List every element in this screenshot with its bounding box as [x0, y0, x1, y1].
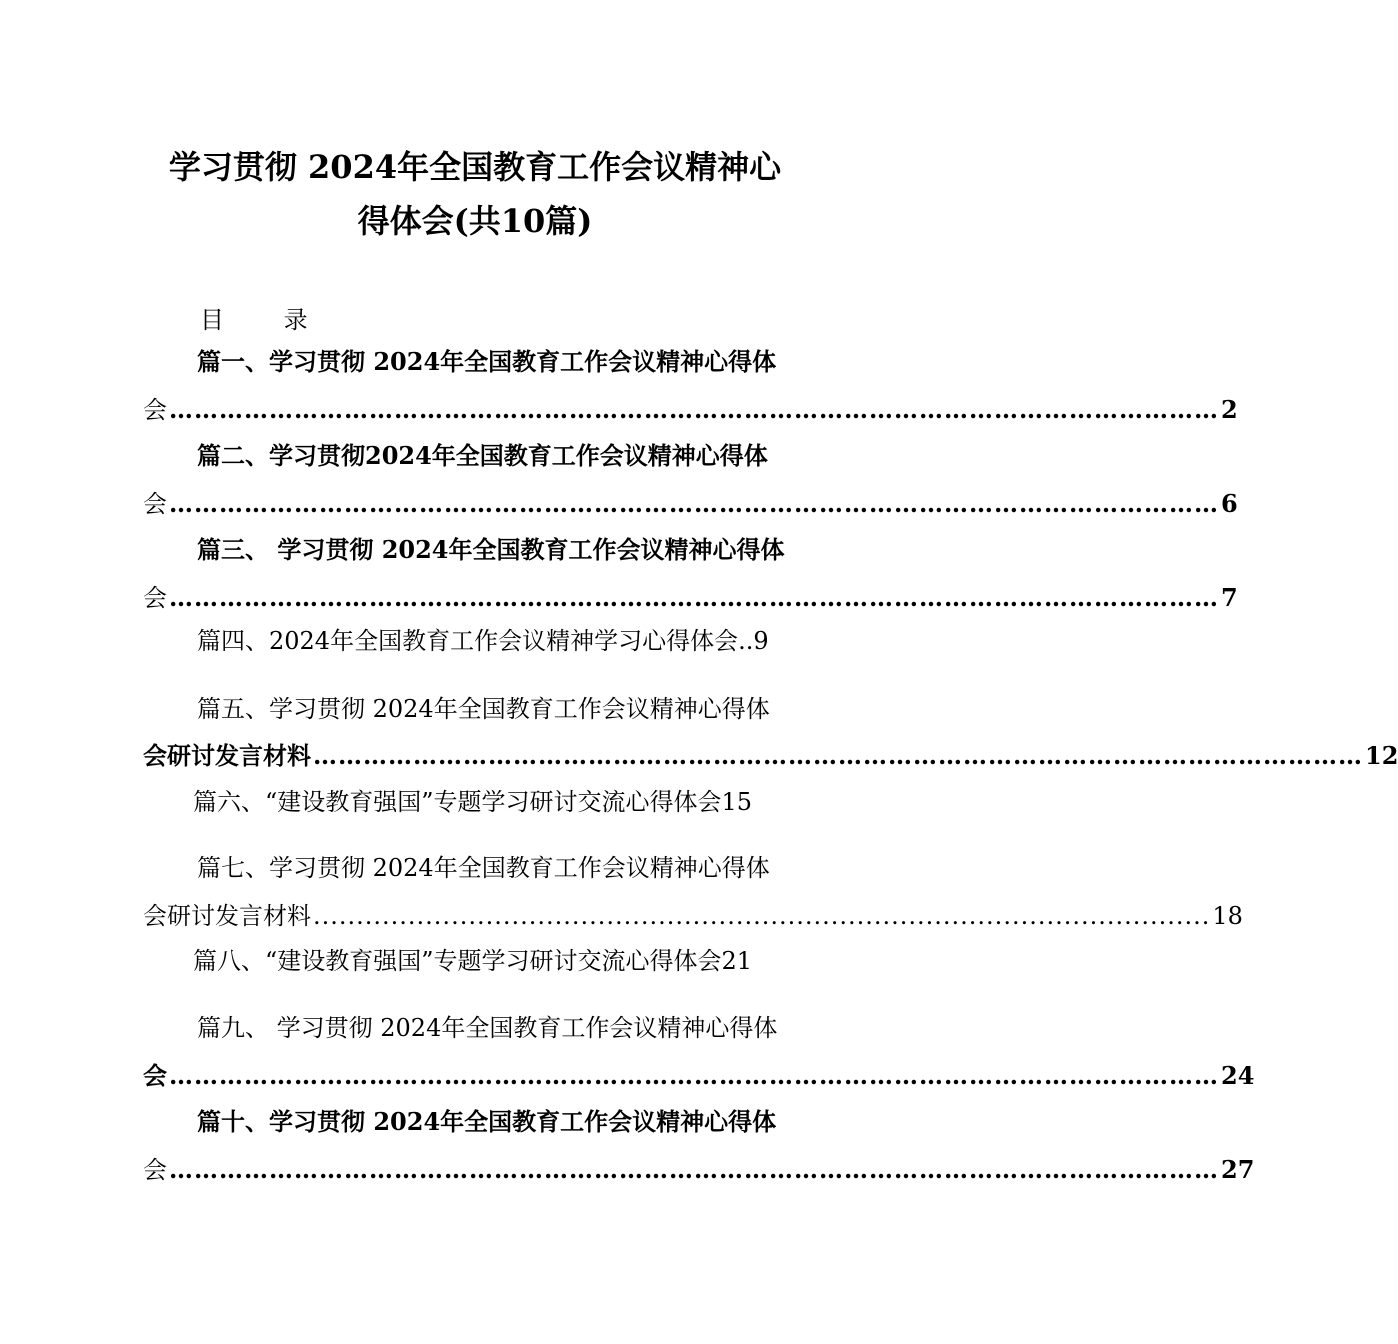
toc-entry-2-line2[interactable] — [143, 488, 1238, 520]
toc-entry-2-continuation: 会 — [143, 490, 167, 518]
toc-entry-1-line2[interactable] — [143, 394, 1238, 426]
toc-entry-5-line1[interactable]: 篇五、学习贯彻 2024年全国教育工作会议精神心得体 — [197, 695, 770, 723]
toc-entry-10-page: 27 — [1221, 1155, 1255, 1184]
toc-entry-10-line2[interactable] — [143, 1154, 1255, 1186]
toc-entry-7-page: 18 — [1212, 902, 1243, 930]
toc-entry-7-line1[interactable]: 篇七、学习贯彻 2024年全国教育工作会议精神心得体 — [197, 854, 770, 882]
toc-entry-3-page: 7 — [1221, 583, 1238, 612]
toc-entry-9-continuation: 会 — [143, 1061, 167, 1090]
toc-leader-dots: ……………………………………………………………………………………………………………… — [169, 489, 1219, 518]
toc-entry-3-line2[interactable] — [143, 582, 1238, 614]
toc-leader-dots: ……………………………………………………………………………………………………………… — [169, 1061, 1219, 1090]
toc-entry-2-page: 6 — [1221, 489, 1238, 518]
toc-entry-6[interactable]: 篇六、“建设教育强国”专题学习研讨交流心得体会15 — [193, 788, 753, 816]
toc-entry-1-page: 2 — [1221, 395, 1238, 424]
toc-entry-2-line1[interactable]: 篇二、学习贯彻2024年全国教育工作会议精神心得体 — [197, 441, 768, 470]
toc-entry-3-line1[interactable]: 篇三、 学习贯彻 2024年全国教育工作会议精神心得体 — [197, 535, 785, 564]
toc-entry-4[interactable]: 篇四、2024年全国教育工作会议精神学习心得体会..9 — [197, 627, 769, 655]
toc-entry-8[interactable]: 篇八、“建设教育强国”专题学习研讨交流心得体会21 — [193, 947, 753, 975]
toc-entry-3-continuation: 会 — [143, 584, 167, 612]
toc-entry-10-line1[interactable]: 篇十、学习贯彻 2024年全国教育工作会议精神心得体 — [197, 1107, 777, 1136]
title-line-2: 得体会(共10篇) — [357, 202, 593, 240]
toc-entry-7-line2[interactable] — [143, 900, 1243, 932]
toc-entry-5-page: 12 — [1365, 741, 1398, 770]
toc-entry-1-line1[interactable]: 篇一、学习贯彻 2024年全国教育工作会议精神心得体 — [197, 347, 777, 376]
toc-leader-dots: ……………………………………………………………………………………………………………… — [169, 583, 1219, 612]
document-title — [0, 140, 950, 248]
title-line-1: 学习贯彻 2024年全国教育工作会议精神心 — [168, 148, 782, 186]
toc-heading: 目 录 — [200, 306, 334, 334]
toc-leader-dots: ……………………………………………………………………………………………………………… — [169, 395, 1219, 424]
toc-entry-9-page: 24 — [1221, 1061, 1255, 1090]
toc-entry-10-continuation: 会 — [143, 1156, 167, 1184]
toc-entry-7-continuation: 会研讨发言材料 — [143, 902, 311, 930]
toc-entry-5-continuation: 会研讨发言材料 — [143, 741, 311, 770]
toc-leader-dots: ……………………………………………………………………………………………………………… — [169, 1155, 1219, 1184]
toc-leader-dots: ........................................................................................................ — [313, 902, 1211, 930]
toc-entry-5-line2[interactable] — [143, 740, 1398, 772]
toc-entry-9-line2[interactable] — [143, 1060, 1255, 1092]
toc-leader-dots: ……………………………………………………………………………………………………………… — [313, 741, 1363, 770]
toc-entry-9-line1[interactable]: 篇九、 学习贯彻 2024年全国教育工作会议精神心得体 — [197, 1014, 778, 1042]
toc-entry-1-continuation: 会 — [143, 396, 167, 424]
